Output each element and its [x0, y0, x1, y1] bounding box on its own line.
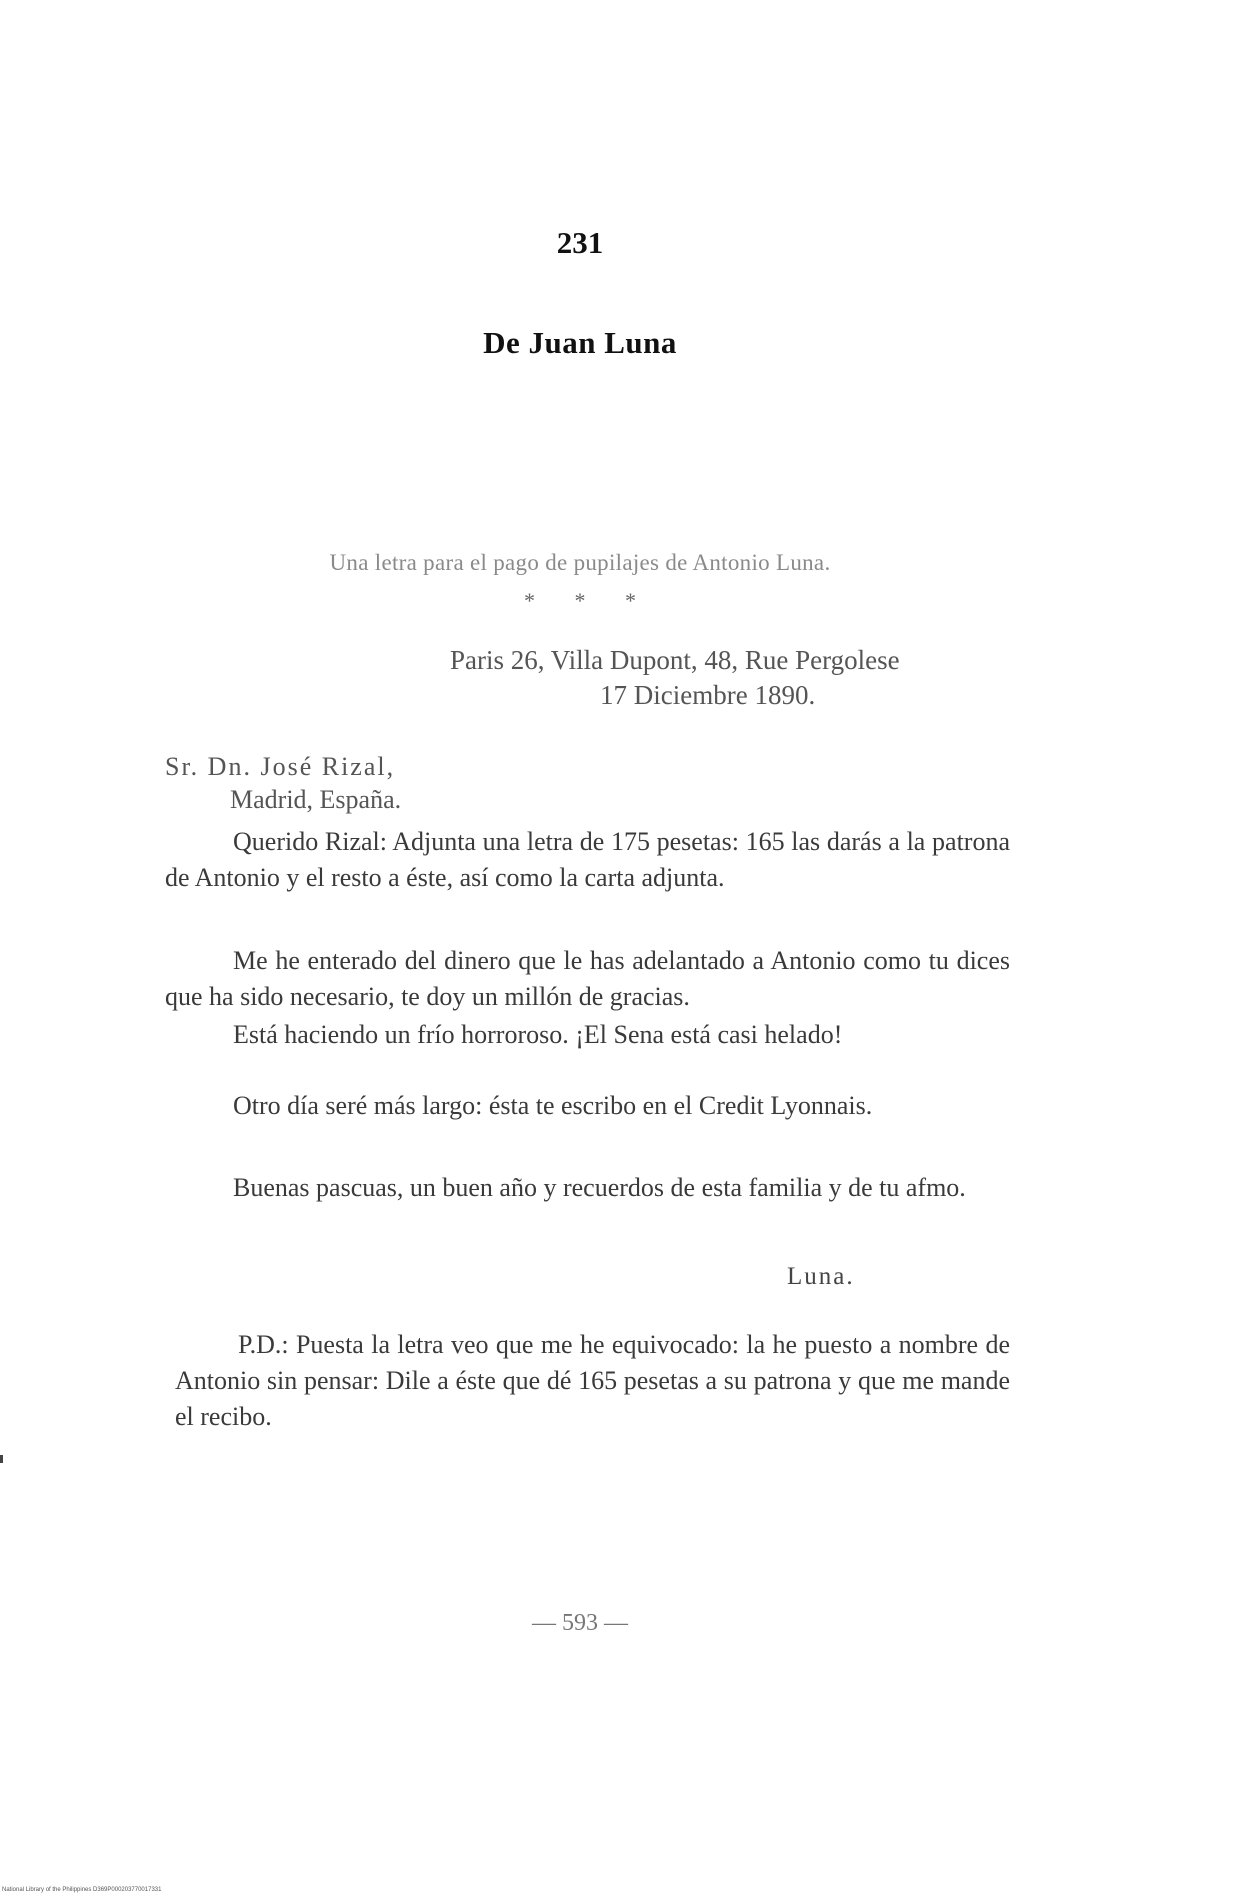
- paragraph-5: Buenas pascuas, un buen año y recuerdos de esta familia y de tu afmo.: [233, 1173, 966, 1202]
- paragraph-2: Me he enterado del dinero que le has adelantado a Antonio como tu dices que ha sido necesario, te doy un millón de gracias.: [165, 946, 1010, 1011]
- page-number: — 593 —: [532, 1610, 628, 1636]
- letter-date: 17 Diciembre 1890.: [600, 680, 816, 710]
- paragraph-4: Otro día seré más largo: ésta te escribo en el Credit Lyonnais.: [233, 1091, 873, 1120]
- paragraph-3: Está haciendo un frío horroroso. ¡El Sena está casi helado!: [233, 1020, 843, 1049]
- letter-summary: Una letra para el pago de pupilajes de Antonio Luna.: [329, 550, 831, 575]
- postscript: P.D.: Puesta la letra veo que me he equivocado: la he puesto a nombre de Antonio sin pensar: Dile a éste que dé 165 pesetas a su patrona y que me mande el recibo.: [175, 1330, 1010, 1431]
- recipient-address: Madrid, España.: [230, 785, 402, 814]
- footer-credit: National Library of the Philippines D369P000203770017331: [2, 1887, 162, 1893]
- letter-place: Paris 26, Villa Dupont, 48, Rue Pergolese: [450, 645, 900, 675]
- letter-number: 231: [556, 225, 604, 260]
- letter-title: De Juan Luna: [483, 325, 677, 360]
- scan-edge-mark: [0, 1455, 3, 1463]
- paragraph-1: Querido Rizal: Adjunta una letra de 175 pesetas: 165 las darás a la patrona de Antonio y el resto a éste, así como la carta adjunta.: [165, 827, 1010, 892]
- signature: Luna.: [787, 1263, 855, 1290]
- section-separator: * * *: [524, 588, 636, 613]
- recipient-name: Sr. Dn. José Rizal,: [165, 752, 396, 781]
